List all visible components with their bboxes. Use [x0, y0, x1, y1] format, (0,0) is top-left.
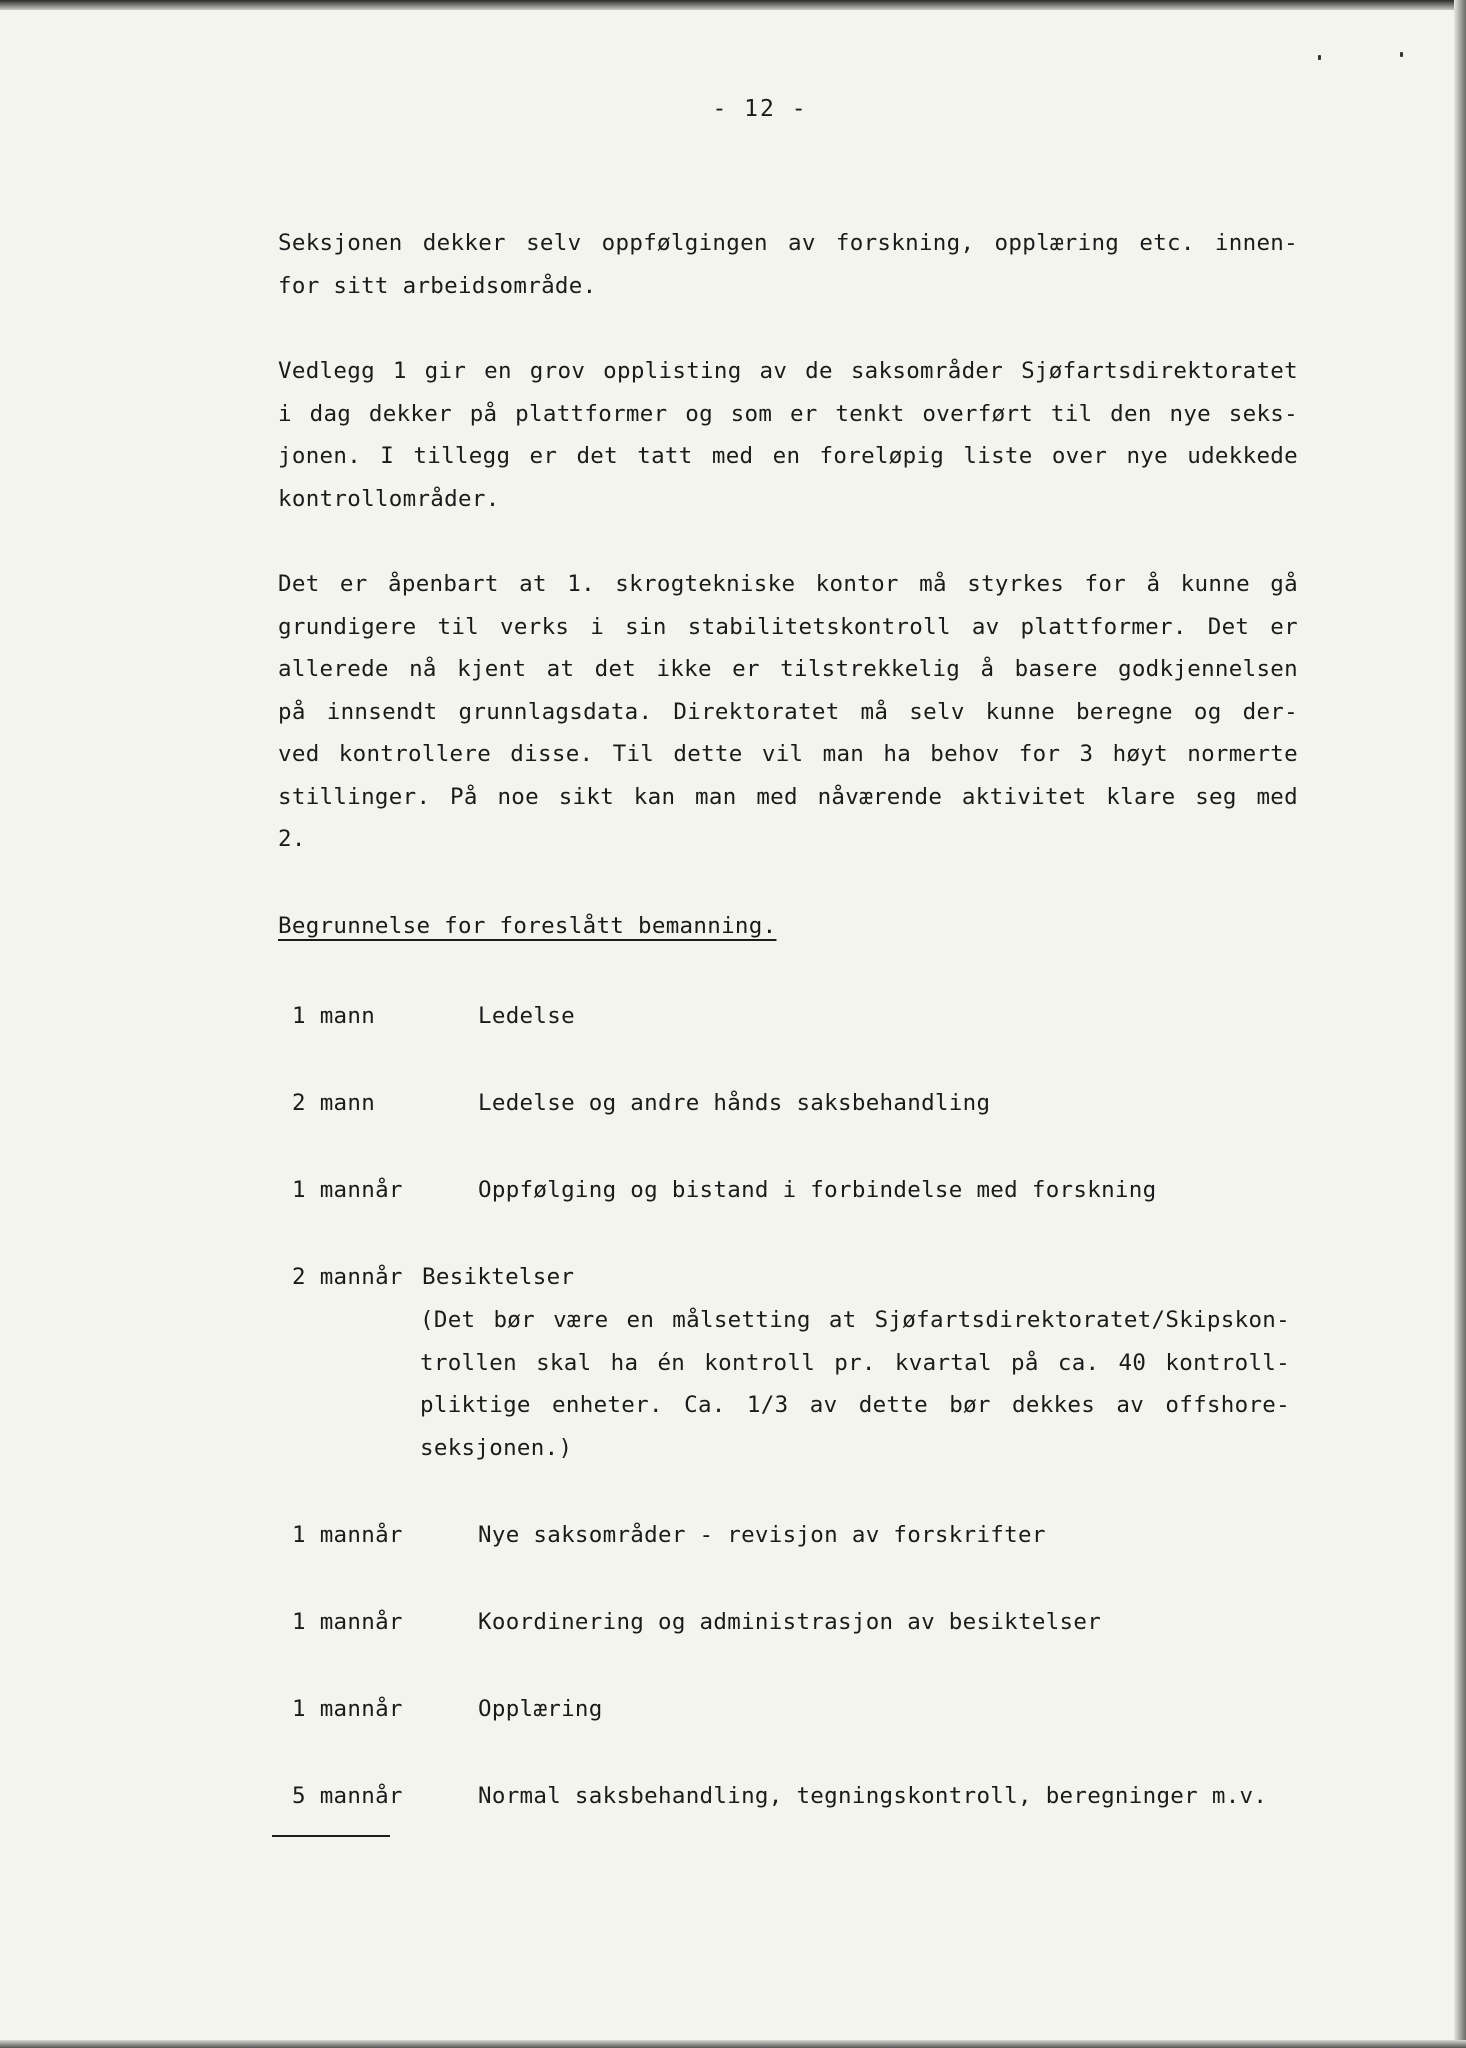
text-line: i dag dekker på plattformer og som er tenkt overført til den nye seks-	[278, 400, 1298, 427]
text-line: for sitt arbeidsområde.	[278, 272, 597, 299]
staffing-description: Oppfølging og bistand i forbindelse med forskning	[478, 1177, 1157, 1203]
text-line: stillinger. På noe sikt kan man med nåværende aktivitet klare seg med	[278, 783, 1298, 810]
page-number: - 12 -	[712, 96, 808, 122]
text-line: trollen skal ha én kontroll pr. kvartal på ca. 40 kontroll-	[420, 1349, 1290, 1376]
text-line: 2.	[278, 826, 306, 852]
text-line: Vedlegg 1 gir en grov opplisting av de saksområder Sjøfartsdirektoratet	[278, 358, 1298, 384]
sum-rule	[272, 1835, 390, 1837]
inspection-note	[420, 1299, 1290, 1469]
staffing-description: Normal saksbehandling, tegningskontroll, beregninger m.v.	[478, 1783, 1268, 1809]
staffing-quantity: 1 mannår	[292, 1609, 403, 1635]
text-line: grundigere til verks i sin stabilitetskontroll av plattformer. Det er	[278, 613, 1298, 640]
staffing-description: Koordinering og administrasjon av besiktelser	[478, 1609, 1102, 1635]
staffing-description: Opplæring	[478, 1696, 603, 1722]
text-line: på innsendt grunnlagsdata. Direktoratet må selv kunne beregne og der-	[278, 698, 1298, 725]
text-line: kontrollområder.	[278, 485, 500, 512]
scan-edge-right	[1454, 0, 1466, 2048]
staffing-quantity: 5 mannår	[292, 1783, 403, 1809]
text-line: ved kontrollere disse. Til dette vil man ha behov for 3 høyt normerte	[278, 741, 1298, 767]
staffing-quantity: 1 mannår	[292, 1177, 403, 1203]
staffing-description: Ledelse og andre hånds saksbehandling	[478, 1090, 991, 1116]
staffing-quantity: 1 mann	[292, 1003, 376, 1029]
paragraph-research	[278, 222, 1298, 307]
text-line: Seksjonen dekker selv oppfølgingen av forskning, opplæring etc. innen-	[278, 230, 1298, 256]
staffing-quantity: 1 mannår	[292, 1522, 403, 1548]
text-line: Det er åpenbart at 1. skrogtekniske kontor må styrkes for å kunne gå	[278, 571, 1298, 597]
scan-edge-top	[0, 0, 1466, 10]
paragraph-attachment	[278, 350, 1298, 520]
staffing-quantity: 2 mannår	[292, 1264, 403, 1290]
staffing-description: Nye saksområder - revisjon av forskrifter	[478, 1522, 1046, 1548]
paragraph-stability	[278, 563, 1298, 861]
text-line: pliktige enheter. Ca. 1/3 av dette bør dekkes av offshore-	[420, 1392, 1290, 1418]
staffing-quantity: 2 mann	[292, 1090, 376, 1116]
staffing-quantity: 1 mannår	[292, 1696, 403, 1722]
text-line: jonen. I tillegg er det tatt med en foreløpig liste over nye udekkede	[278, 443, 1298, 469]
text-line: seksjonen.)	[420, 1434, 573, 1461]
text-line: (Det bør være en målsetting at Sjøfartsdirektoratet/Skipskon-	[420, 1307, 1290, 1333]
scan-edge-bottom	[0, 2040, 1466, 2048]
text-line: allerede nå kjent at det ikke er tilstrekkelig å basere godkjennelsen	[278, 656, 1298, 682]
section-heading: Begrunnelse for foreslått bemanning.	[278, 913, 777, 939]
scan-speck	[1318, 55, 1321, 60]
staffing-description: Ledelse	[478, 1003, 575, 1029]
staffing-description: Besiktelser	[422, 1264, 575, 1290]
scan-speck	[1400, 52, 1403, 57]
